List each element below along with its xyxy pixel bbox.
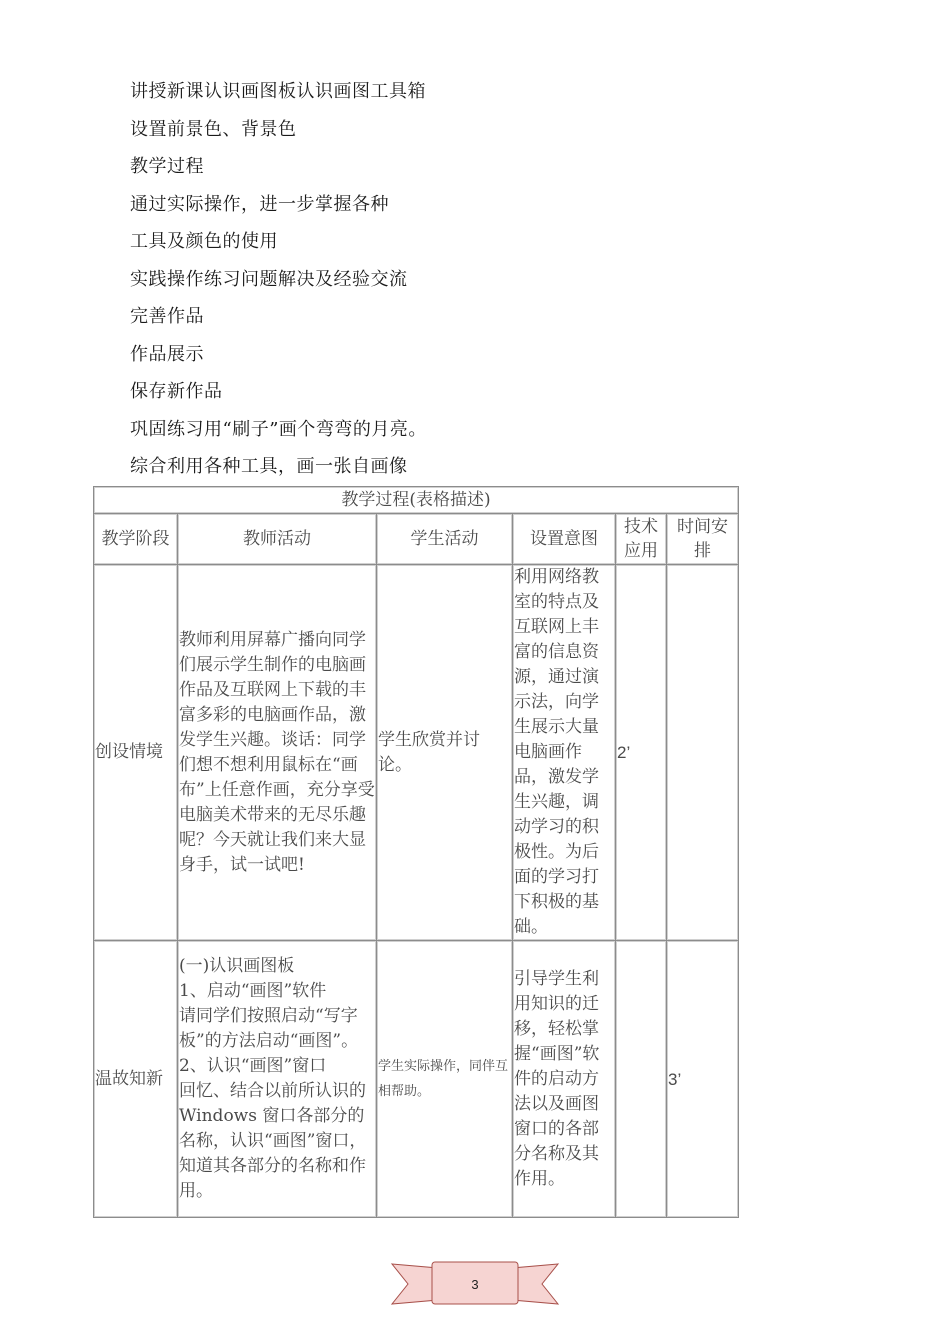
intro-line: 讲授新课认识画图板认识画图工具箱 <box>130 81 426 102</box>
cell-time <box>667 565 739 941</box>
page-number-badge <box>390 1258 560 1308</box>
header-stage: 教学阶段 <box>94 514 178 565</box>
cell-intent: 引导学生利用知识的迁移，轻松掌握“画图”软件的启动方法以及画图窗口的各部分名称及其作用。 <box>513 941 616 1218</box>
cell-time: 3’ <box>667 941 739 1218</box>
intro-lines <box>130 78 427 491</box>
teacher-line: 2、认识“画图”窗口 <box>179 1056 327 1076</box>
table-caption: 教学过程(表格描述) <box>94 487 739 514</box>
cell-stage: 创设情境 <box>94 565 178 941</box>
header-time-line1: 时间安 <box>677 517 728 537</box>
intro-line: 工具及颜色的使用 <box>130 231 278 252</box>
intro-line: 教学过程 <box>130 156 204 177</box>
intro-line: 实践操作练习问题解决及经验交流 <box>130 268 408 290</box>
cell-tech <box>616 941 667 1218</box>
page-number: 3 <box>471 1277 479 1292</box>
teacher-line: 请同学们按照启动“写字板”的方法启动“画图”。 <box>179 1006 359 1051</box>
intro-line: 通过实际操作，进一步掌握各种 <box>130 193 389 215</box>
header-teacher: 教师活动 <box>178 514 377 565</box>
teacher-line: 1、启动“画图”软件 <box>179 981 327 1001</box>
teacher-line: (一)认识画图板 <box>179 956 295 976</box>
header-time-line2: 排 <box>694 541 711 561</box>
cell-tech: 2’ <box>616 565 667 941</box>
table-row <box>94 565 739 941</box>
teaching-process-table <box>93 486 739 1218</box>
header-tech-line2: 应用 <box>624 541 658 561</box>
intro-line: 设置前景色、背景色 <box>130 118 297 140</box>
teacher-line: 回忆、结合以前所认识的 Windows 窗口各部分的名称，认识“画图”窗口，知道其各部分的名称和作用。 <box>179 1081 367 1201</box>
header-tech <box>616 514 667 565</box>
cell-teacher: 教师利用屏幕广播向同学们展示学生制作的电脑画作品及互联网上下载的丰富多彩的电脑画作品，激发学生兴趣。谈话：同学们想不想利用鼠标在“画布”上任意作画，充分享受电脑美术带来的无尽乐趣呢？今天就让我们来大显身手，试一试吧! <box>178 565 377 941</box>
header-time <box>667 514 739 565</box>
cell-student: 学生欣赏并讨论。 <box>377 565 513 941</box>
intro-line: 作品展示 <box>130 343 204 365</box>
cell-teacher <box>178 941 377 1218</box>
intro-line: 保存新作品 <box>130 381 223 402</box>
intro-line: 完善作品 <box>130 306 204 327</box>
cell-stage: 温故知新 <box>94 941 178 1218</box>
header-tech-line1: 技术 <box>624 517 658 537</box>
cell-intent: 利用网络教室的特点及互联网上丰富的信息资源，通过演示法，向学生展示大量电脑画作品，激发学生兴趣，调动学习的积极性。为后面的学习打下积极的基础。 <box>513 565 616 941</box>
table-row <box>94 941 739 1218</box>
intro-line: 巩固练习用“刷子”画个弯弯的月亮。 <box>130 418 427 440</box>
header-intent: 设置意图 <box>513 514 616 565</box>
intro-line: 综合利用各种工具，画一张自画像 <box>130 456 408 477</box>
header-student: 学生活动 <box>377 514 513 565</box>
cell-student: 学生实际操作，同伴互相帮助。 <box>377 941 513 1218</box>
table-header-row <box>94 514 739 565</box>
